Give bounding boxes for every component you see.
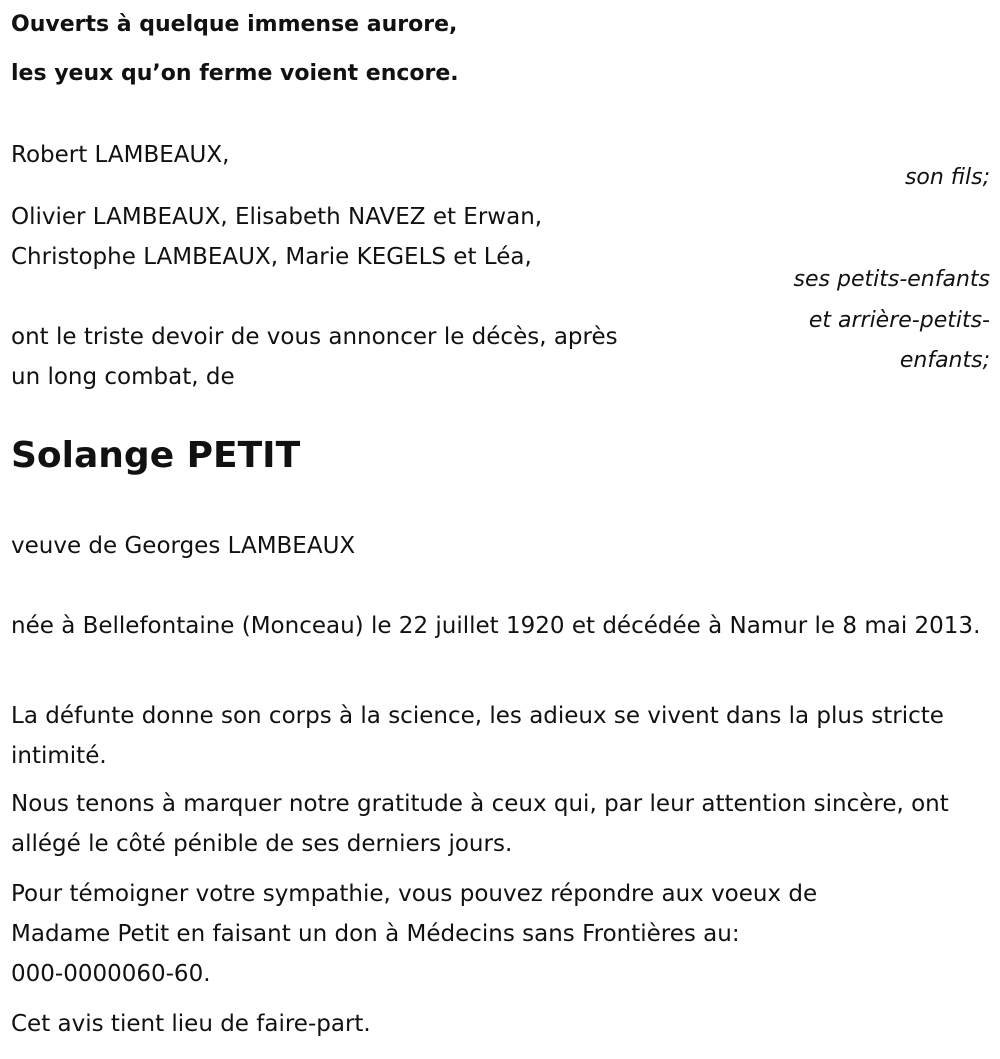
donation-account: 000-0000060-60. — [11, 961, 211, 987]
notice-paragraph: Cet avis tient lieu de faire-part. — [11, 1011, 371, 1037]
son-relation: son fils; — [904, 165, 990, 190]
son-name: Robert LAMBEAUX, — [11, 142, 230, 168]
deceased-name: Solange PETIT — [11, 435, 301, 476]
grandchildren-line-2: Christophe LAMBEAUX, Marie KEGELS et Léa, — [11, 244, 532, 270]
donation-line-2: Madame Petit en faisant un don à Médecins sans Frontières au: — [11, 921, 740, 947]
grandchildren-relation-line-3: enfants; — [899, 348, 990, 373]
announcement-line-2: un long combat, de — [11, 364, 235, 390]
gratitude-paragraph: Nous tenons à marquer notre gratitude à ceux qui, par leur attention sincère, ont allégé le côté pénible de ses derniers jours. — [11, 791, 949, 857]
grandchildren-relation-line-2: et arrière-petits- — [808, 308, 990, 333]
epigraph-line-1: Ouverts à quelque immense aurore, — [11, 12, 458, 37]
birth-death-paragraph: née à Bellefontaine (Monceau) le 22 juillet 1920 et décédée à Namur le 8 mai 2013. — [11, 613, 981, 639]
grandchildren-line-1: Olivier LAMBEAUX, Elisabeth NAVEZ et Erwan, — [11, 204, 543, 230]
widow-of: veuve de Georges LAMBEAUX — [11, 533, 356, 559]
science-paragraph: La défunte donne son corps à la science, les adieux se vivent dans la plus stricte intimité. — [11, 703, 944, 769]
donation-line-1: Pour témoigner votre sympathie, vous pouvez répondre aux voeux de — [11, 881, 818, 907]
epigraph-line-2: les yeux qu’on ferme voient encore. — [11, 61, 459, 86]
announcement-line-1: ont le triste devoir de vous annoncer le décès, après — [11, 324, 618, 350]
grandchildren-relation-line-1: ses petits-enfants — [793, 267, 990, 292]
